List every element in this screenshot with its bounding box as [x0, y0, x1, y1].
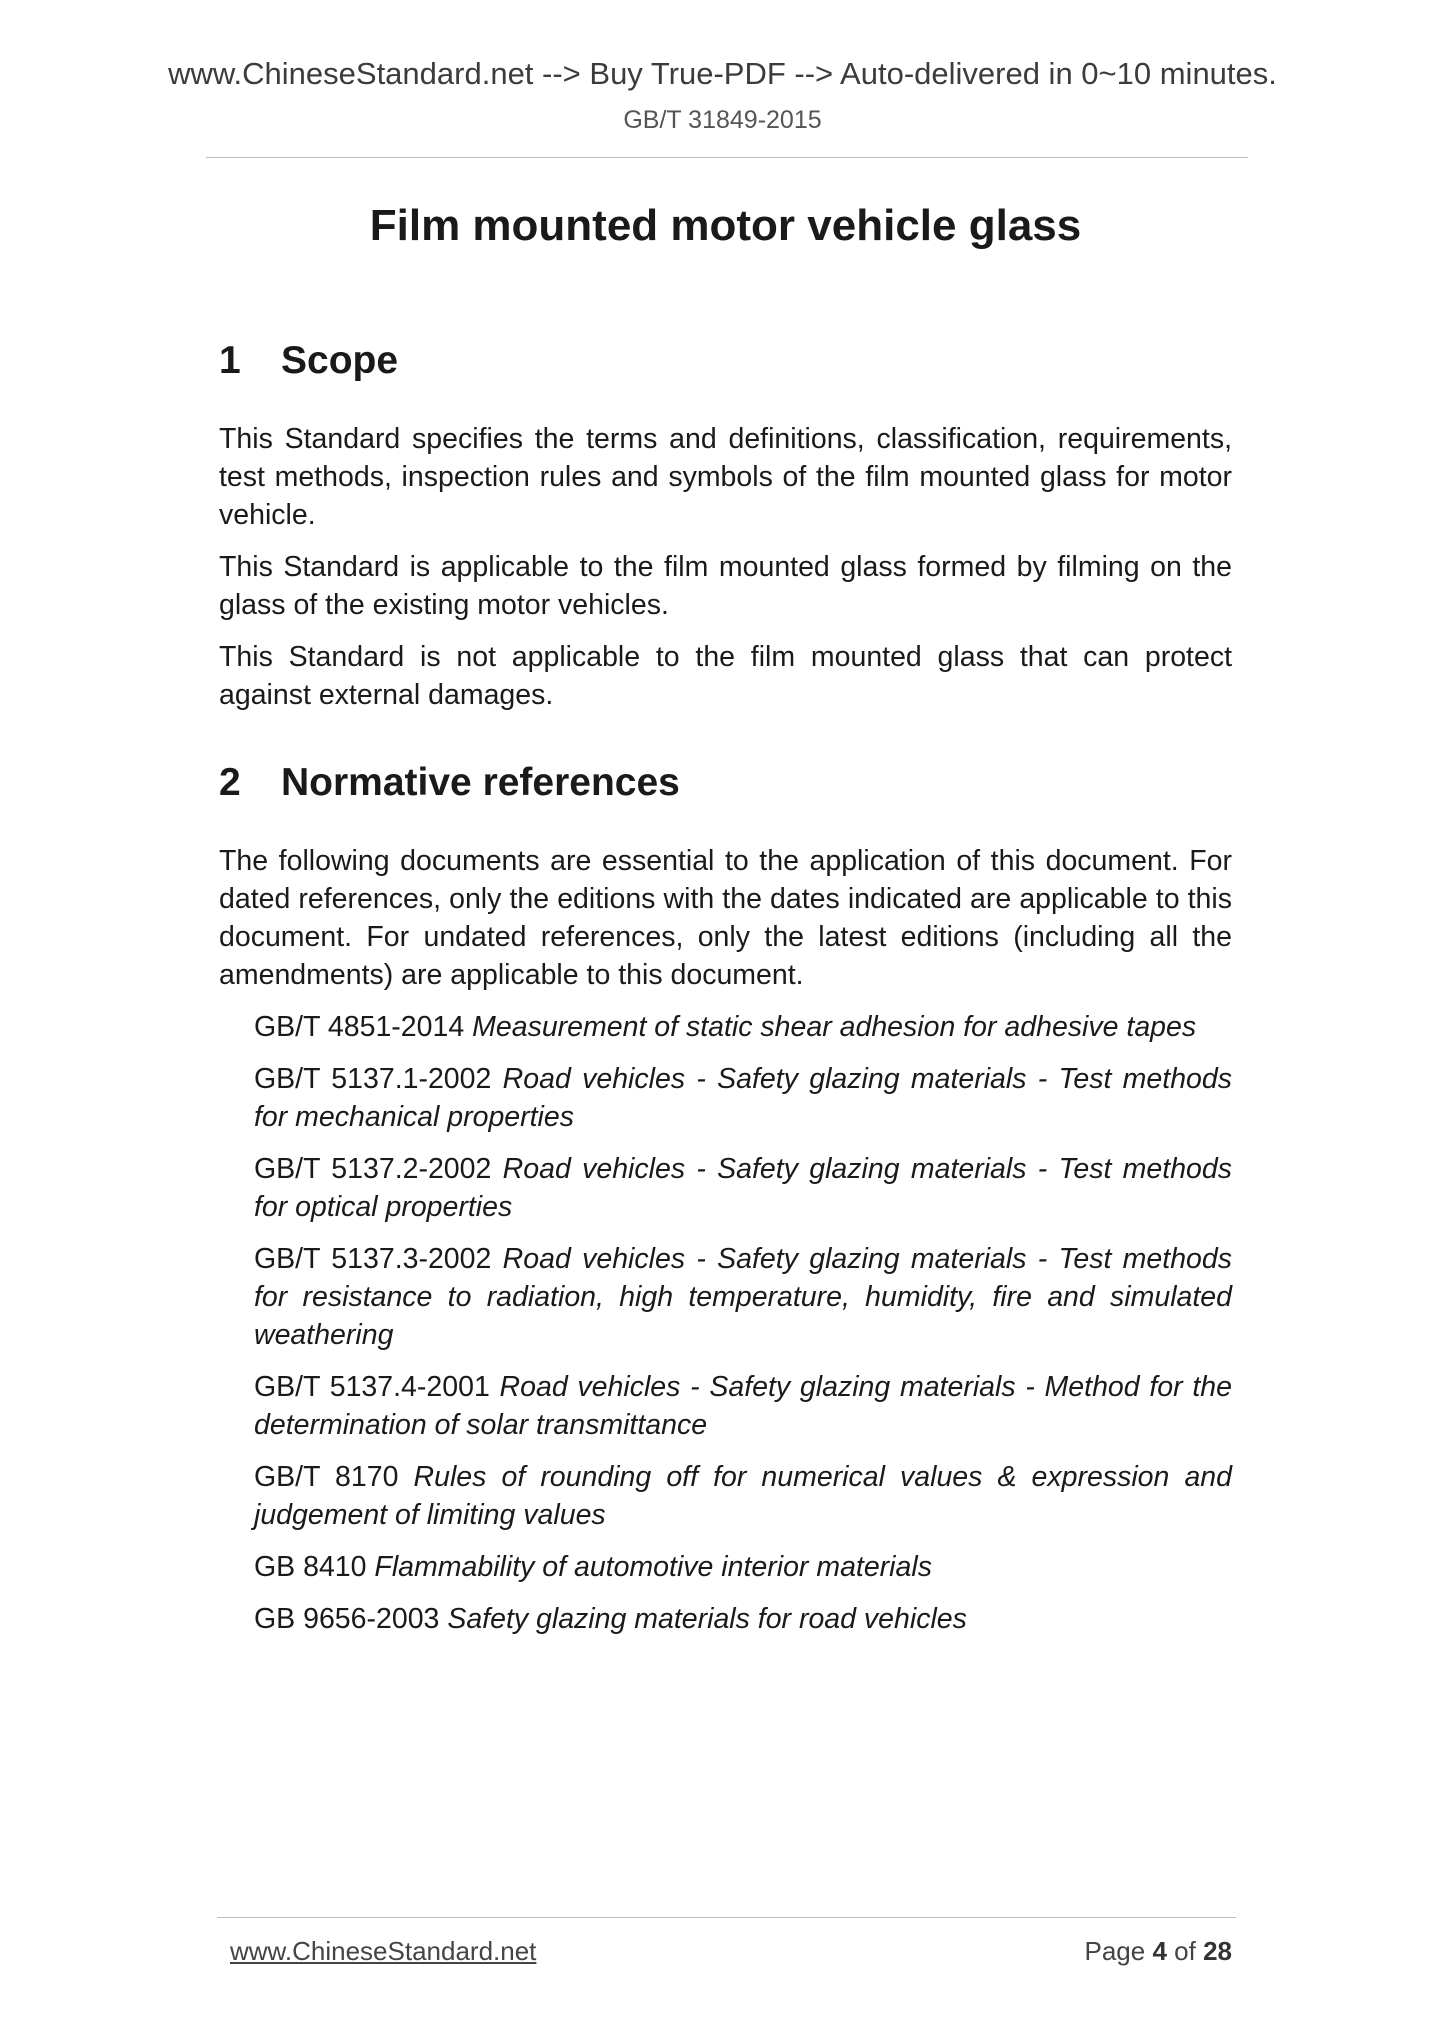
- header-banner: www.ChineseStandard.net --> Buy True-PDF --> Auto-delivered in 0~10 minutes.: [168, 56, 1277, 91]
- reference-item: [254, 1458, 1232, 1534]
- reference-title: Road vehicles - Safety glazing materials - Test methods for resistance to radiation, high temperature, humidity, fire and simulated weathering: [254, 1243, 1232, 1351]
- page-current: 4: [1152, 1936, 1167, 1966]
- reference-code: GB 8410: [254, 1551, 367, 1583]
- reference-code: GB/T 5137.2-2002: [254, 1153, 492, 1185]
- reference-item: [254, 1548, 1232, 1586]
- reference-item: [254, 1060, 1232, 1136]
- references-intro-paragraph: The following documents are essential to the application of this document. For dated references, only the editions with the dates indicated are applicable to this document. For undated references, only the latest editions (including all the amendments) are applicable to this document.: [219, 845, 1232, 991]
- section-number: 2: [219, 761, 241, 804]
- reference-code: GB 9656-2003: [254, 1603, 440, 1635]
- page-indicator: [1084, 1936, 1232, 1967]
- reference-code: GB/T 4851-2014: [254, 1011, 465, 1043]
- footer-divider: [217, 1917, 1236, 1918]
- reference-title: Road vehicles - Safety glazing materials - Test methods for mechanical properties: [254, 1063, 1232, 1133]
- reference-title: Safety glazing materials for road vehicles: [447, 1603, 967, 1635]
- reference-code: GB/T 8170: [254, 1461, 399, 1493]
- scope-paragraph: This Standard is applicable to the film mounted glass formed by filming on the glass of the existing motor vehicles.: [219, 551, 1232, 621]
- section-title: Normative references: [281, 761, 680, 804]
- reference-title: Flammability of automotive interior materials: [374, 1551, 932, 1583]
- reference-title: Rules of rounding off for numerical values & expression and judgement of limiting values: [254, 1461, 1232, 1531]
- reference-item: [254, 1600, 1232, 1638]
- section-heading-normative-references: [219, 758, 1232, 808]
- page-total: 28: [1203, 1936, 1232, 1966]
- reference-item: [254, 1368, 1232, 1444]
- standard-code: GB/T 31849-2015: [623, 106, 822, 134]
- reference-title: Road vehicles - Safety glazing materials - Test methods for optical properties: [254, 1153, 1232, 1223]
- reference-code: GB/T 5137.1-2002: [254, 1063, 492, 1095]
- section-title: Scope: [281, 339, 399, 382]
- reference-code: GB/T 5137.3-2002: [254, 1243, 492, 1275]
- page-word: Page: [1084, 1936, 1146, 1966]
- reference-code: GB/T 5137.4-2001: [254, 1371, 490, 1403]
- scope-paragraph: This Standard is not applicable to the film mounted glass that can protect against external damages.: [219, 641, 1232, 711]
- footer-site-link[interactable]: www.ChineseStandard.net: [230, 1936, 537, 1966]
- page-of: of: [1174, 1936, 1196, 1966]
- document-title: Film mounted motor vehicle glass: [369, 201, 1082, 250]
- header-divider: [206, 157, 1248, 158]
- reference-item: [254, 1240, 1232, 1354]
- reference-title: Measurement of static shear adhesion for adhesive tapes: [472, 1011, 1197, 1043]
- reference-item: [254, 1150, 1232, 1226]
- section-heading-scope: [219, 336, 1232, 386]
- reference-title: Road vehicles - Safety glazing materials - Method for the determination of solar transmittance: [254, 1371, 1232, 1441]
- page-content: [219, 196, 1232, 1638]
- scope-paragraph: This Standard specifies the terms and definitions, classification, requirements, test methods, inspection rules and symbols of the film mounted glass for motor vehicle.: [219, 423, 1232, 531]
- reference-item: [254, 1008, 1232, 1046]
- section-number: 1: [219, 339, 241, 382]
